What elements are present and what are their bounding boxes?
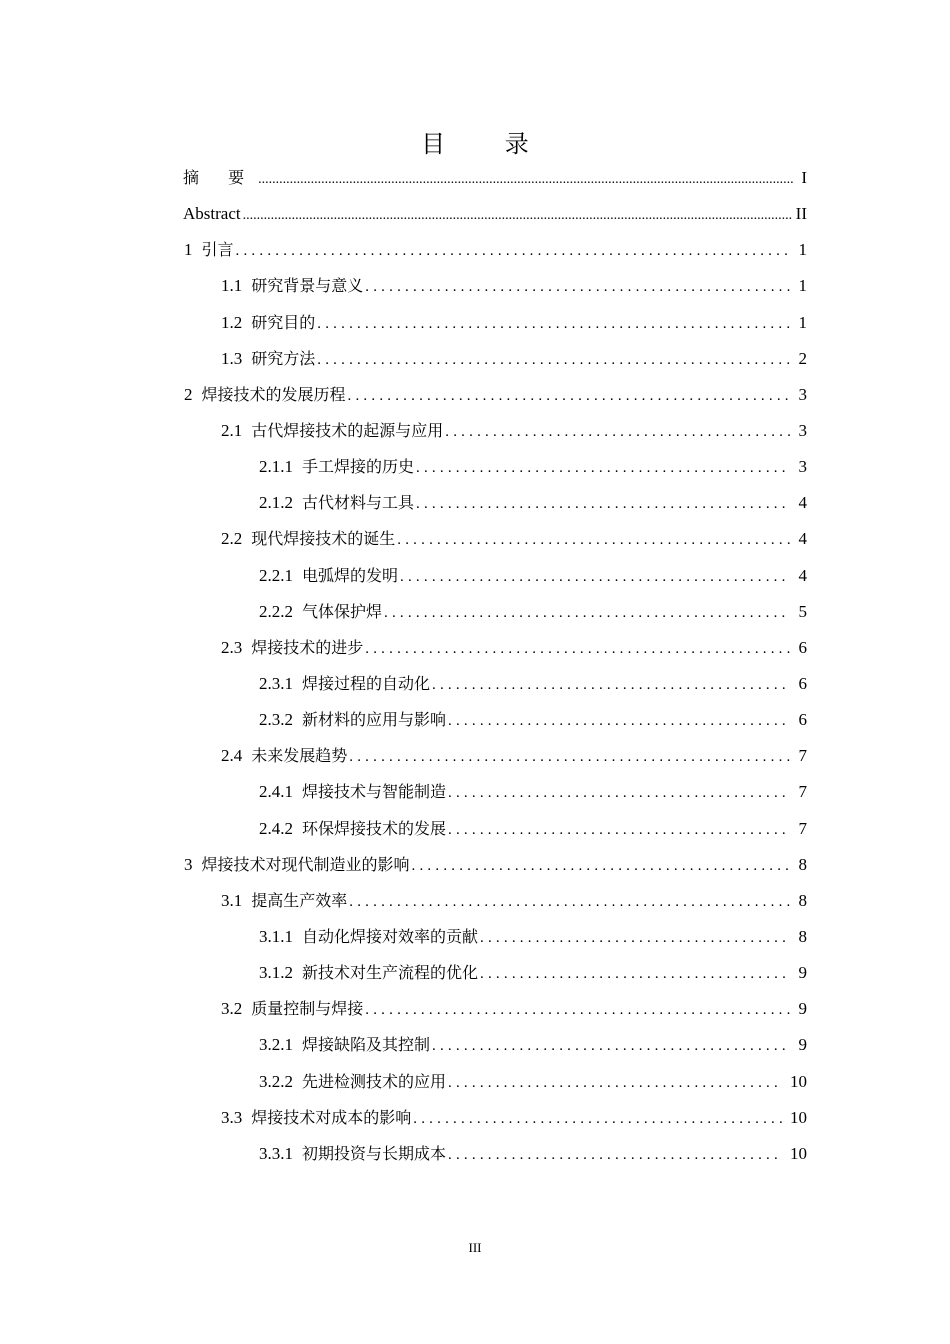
toc-entry-page: 4 <box>798 493 807 513</box>
toc-dot-leader <box>416 450 790 486</box>
toc-entry-text: 焊接技术的发展历程 <box>201 384 346 404</box>
toc-entry-page: 1 <box>798 312 807 332</box>
toc-entry-number: 2.1 <box>221 420 243 440</box>
toc-entry-number: 2.2.1 <box>259 565 293 585</box>
toc-entry-page: 2 <box>798 348 807 368</box>
toc-entry-text: 质量控制与焊接 <box>251 999 364 1019</box>
toc-entry-number: 1.3 <box>221 348 243 368</box>
toc-entry-subsection-2-3-1[interactable] <box>183 666 807 702</box>
toc-entry-text: 研究目的 <box>251 312 316 332</box>
toc-entry-number: 2.1.1 <box>259 457 293 477</box>
toc-dot-leader <box>416 486 790 522</box>
toc-dot-leader <box>384 595 790 631</box>
toc-entry-number: 2.4.2 <box>259 818 293 838</box>
toc-entry-number: 3 <box>184 854 193 874</box>
toc-entry-text: 环保焊接技术的发展 <box>302 818 447 838</box>
toc-entry-page: 3 <box>798 384 807 404</box>
toc-dot-leader <box>413 1101 782 1137</box>
toc-entry-number: 1.1 <box>221 276 243 296</box>
toc-entry-number: 2 <box>184 384 193 404</box>
toc-dot-leader <box>365 269 790 305</box>
toc-entry-section-1-2[interactable] <box>183 305 807 341</box>
toc-dot-leader <box>448 812 790 848</box>
toc-entry-page: 3 <box>798 457 807 477</box>
toc-entry-page: 4 <box>798 529 807 549</box>
toc-entry-text: 提高生产效率 <box>251 890 348 910</box>
toc-entry-section-2-3[interactable] <box>183 630 807 666</box>
toc-entry-section-3-3[interactable] <box>183 1100 807 1136</box>
page-number-footer <box>0 1240 950 1256</box>
toc-dot-leader <box>412 848 790 884</box>
toc-dot-leader <box>349 739 790 775</box>
toc-entry-page: 9 <box>798 963 807 983</box>
toc-entry-section-2-4[interactable] <box>183 738 807 774</box>
toc-entry-chapter-3[interactable] <box>183 847 807 883</box>
toc-entry-page: 8 <box>798 890 807 910</box>
toc-dot-leader <box>480 956 790 992</box>
toc-entry-subsection-3-2-1[interactable] <box>183 1027 807 1063</box>
toc-entry-page: 8 <box>798 854 807 874</box>
toc-entry-text: 初期投资与长期成本 <box>302 1143 447 1163</box>
toc-dot-leader <box>432 667 790 703</box>
toc-entry-number: 3.2 <box>221 999 243 1019</box>
toc-entry-number: 2.3 <box>221 637 243 657</box>
toc-entry-page: 6 <box>798 637 807 657</box>
toc-entry-subsection-3-2-2[interactable] <box>183 1064 807 1100</box>
toc-entry-subsection-3-1-2[interactable] <box>183 955 807 991</box>
toc-dot-leader <box>432 1028 790 1064</box>
toc-entry-page: 1 <box>798 240 807 260</box>
toc-entry-text: 焊接技术与智能制造 <box>302 782 447 802</box>
toc-dot-leader <box>448 1065 782 1101</box>
toc-entry-text: 研究背景与意义 <box>251 276 364 296</box>
toc-entry-text: 电弧焊的发明 <box>302 565 399 585</box>
toc-entry-number: 3.2.1 <box>259 1035 293 1055</box>
toc-entry-text: 现代焊接技术的诞生 <box>251 529 396 549</box>
table-of-contents <box>183 160 807 1172</box>
toc-dot-leader <box>448 1137 782 1173</box>
toc-entry-text: 新材料的应用与影响 <box>302 710 447 730</box>
toc-entry-page: I <box>801 168 807 187</box>
toc-entry-subsection-2-1-2[interactable] <box>183 485 807 521</box>
toc-entry-text: 自动化焊接对效率的贡献 <box>302 926 479 946</box>
toc-entry-page: 7 <box>798 818 807 838</box>
toc-entry-text: 手工焊接的历史 <box>302 457 415 477</box>
toc-entry-chapter-1[interactable] <box>183 232 807 268</box>
toc-entry-text: 摘 要 <box>183 168 257 187</box>
toc-entry-page: 3 <box>798 420 807 440</box>
toc-entry-text: 古代焊接技术的起源与应用 <box>251 420 444 440</box>
toc-entry-text: 气体保护焊 <box>302 601 383 621</box>
toc-entry-number: 2.2 <box>221 529 243 549</box>
toc-entry-number: 3.3 <box>221 1107 243 1127</box>
toc-entry-section-1-3[interactable] <box>183 341 807 377</box>
toc-entry-page: 5 <box>798 601 807 621</box>
page-title <box>0 124 950 159</box>
toc-dot-leader <box>480 920 790 956</box>
toc-dot-leader <box>317 342 790 378</box>
toc-entry-text: 新技术对生产流程的优化 <box>302 963 479 983</box>
toc-entry-page: 7 <box>798 746 807 766</box>
toc-entry-page: 7 <box>798 782 807 802</box>
toc-entry-page: 4 <box>798 565 807 585</box>
toc-entry-text: 引言 <box>201 240 234 260</box>
toc-entry-subsection-2-4-1[interactable] <box>183 774 807 810</box>
toc-entry-section-1-1[interactable] <box>183 268 807 304</box>
toc-entry-number: 3.2.2 <box>259 1071 293 1091</box>
toc-dot-leader <box>448 775 790 811</box>
toc-entry-number: 2.4.1 <box>259 782 293 802</box>
toc-dot-leader <box>448 703 790 739</box>
toc-dot-leader <box>365 631 790 667</box>
toc-entry-subsection-2-2-1[interactable] <box>183 558 807 594</box>
toc-entry-section-3-1[interactable] <box>183 883 807 919</box>
toc-entry-subsection-2-3-2[interactable] <box>183 702 807 738</box>
toc-entry-chapter-2[interactable] <box>183 377 807 413</box>
toc-dot-leader <box>348 378 790 414</box>
toc-entry-page: 6 <box>798 673 807 693</box>
toc-entry-text: 焊接过程的自动化 <box>302 673 431 693</box>
toc-entry-page: 8 <box>798 926 807 946</box>
toc-entry-subsection-2-1-1[interactable] <box>183 449 807 485</box>
toc-entry-number: 1 <box>184 240 193 260</box>
toc-entry-number: 3.1 <box>221 890 243 910</box>
toc-entry-page: II <box>795 204 807 224</box>
toc-entry-section-2-2[interactable] <box>183 521 807 557</box>
toc-entry-number: 2.3.2 <box>259 710 293 730</box>
toc-dot-leader <box>397 522 790 558</box>
toc-entry-text: 焊接技术对现代制造业的影响 <box>201 854 410 874</box>
toc-entry-text: 焊接缺陷及其控制 <box>302 1035 431 1055</box>
toc-dot-leader <box>317 306 790 342</box>
toc-entry-page: 10 <box>790 1071 807 1091</box>
toc-entry-number: 3.1.1 <box>259 926 293 946</box>
toc-entry-text: Abstract <box>183 204 241 224</box>
toc-entry-subsection-3-1-1[interactable] <box>183 919 807 955</box>
page-title-text: 目 录 <box>421 130 555 158</box>
toc-entry-section-2-1[interactable] <box>183 413 807 449</box>
toc-entry-section-3-2[interactable] <box>183 991 807 1027</box>
toc-entry-abstract-cn[interactable] <box>183 160 807 196</box>
toc-entry-page: 10 <box>790 1107 807 1127</box>
toc-dot-leader <box>445 414 790 450</box>
toc-entry-page: 9 <box>798 1035 807 1055</box>
toc-entry-subsection-3-3-1[interactable] <box>183 1136 807 1172</box>
toc-entry-text: 古代材料与工具 <box>302 493 415 513</box>
toc-entry-subsection-2-2-2[interactable] <box>183 594 807 630</box>
toc-entry-number: 3.3.1 <box>259 1143 293 1163</box>
toc-entry-text: 焊接技术的进步 <box>251 637 364 657</box>
toc-entry-page: 9 <box>798 999 807 1019</box>
toc-entry-number: 2.4 <box>221 746 243 766</box>
toc-entry-page: 1 <box>798 276 807 296</box>
toc-entry-page: 6 <box>798 710 807 730</box>
toc-entry-number: 2.3.1 <box>259 673 293 693</box>
toc-dot-leader <box>243 198 792 234</box>
toc-dot-leader <box>258 162 794 198</box>
toc-entry-page: 10 <box>790 1143 807 1163</box>
toc-entry-text: 先进检测技术的应用 <box>302 1071 447 1091</box>
toc-dot-leader <box>236 233 790 269</box>
toc-entry-text: 焊接技术对成本的影响 <box>251 1107 412 1127</box>
toc-entry-number: 1.2 <box>221 312 243 332</box>
toc-entry-text: 未来发展趋势 <box>251 746 348 766</box>
toc-entry-number: 3.1.2 <box>259 963 293 983</box>
footer-page-number: III <box>468 1240 482 1255</box>
toc-dot-leader <box>400 559 790 595</box>
toc-entry-subsection-2-4-2[interactable] <box>183 811 807 847</box>
toc-entry-abstract-en[interactable] <box>183 196 807 232</box>
toc-entry-number: 2.2.2 <box>259 601 293 621</box>
toc-entry-number: 2.1.2 <box>259 493 293 513</box>
toc-dot-leader <box>349 884 790 920</box>
toc-entry-text: 研究方法 <box>251 348 316 368</box>
toc-dot-leader <box>365 992 790 1028</box>
